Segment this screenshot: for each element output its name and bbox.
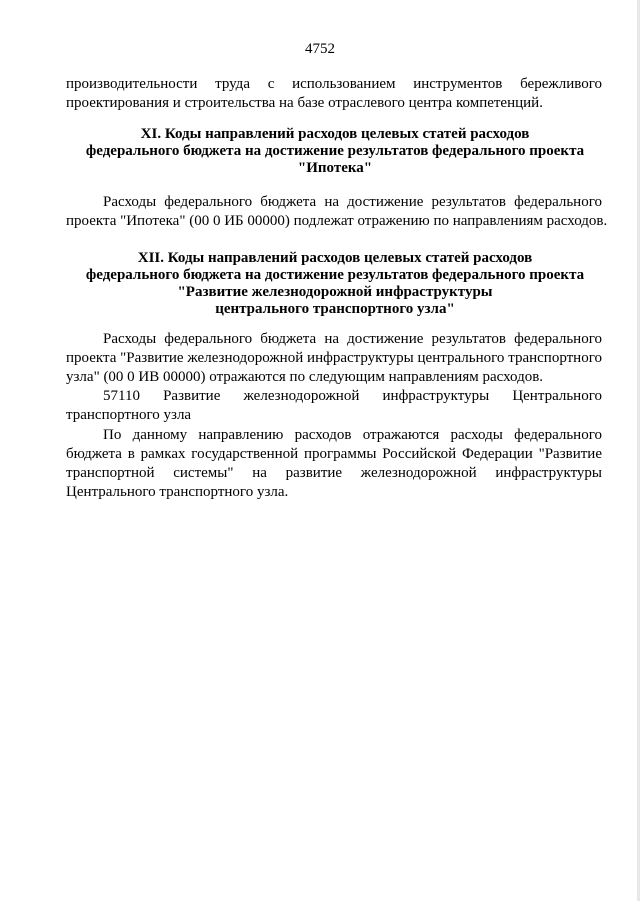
section-xi-paragraph-line-2: проекта "Ипотека" (00 0 ИБ 00000) подлежат отражению по направлениям расходов. (66, 213, 608, 229)
section-xi-paragraph-line-1: Расходы федерального бюджета на достижение результатов федерального (103, 194, 602, 210)
section-xii-intro-line-2: проекта "Развитие железнодорожной инфраструктуры центрального транспортного (66, 350, 602, 366)
heading-line: XI. Коды направлений расходов целевых статей расходов (140, 126, 530, 142)
description-line-4: Центрального транспортного узла. (66, 484, 289, 500)
continuation-line-2: проектирования и строительства на базе отраслевого центра компетенций. (66, 95, 543, 111)
heading-line: федерального бюджета на достижение результатов федерального проекта (85, 267, 585, 283)
code-entry-line-1: 57110 Развитие железнодорожной инфраструктуры Центрального (103, 388, 602, 404)
section-xii-intro-line-1: Расходы федерального бюджета на достижение результатов федерального (103, 331, 602, 347)
code-entry-line-2: транспортного узла (66, 407, 192, 423)
description-line-2: бюджета в рамках государственной программы Российской Федерации "Развитие (66, 446, 602, 462)
heading-line: федерального бюджета на достижение результатов федерального проекта (85, 143, 585, 159)
section-xii-heading (40, 250, 630, 318)
description-line-3: транспортной системы" на развитие железнодорожной инфраструктуры (66, 465, 602, 481)
heading-line: "Развитие железнодорожной инфраструктуры (177, 284, 493, 300)
section-xi-heading (40, 126, 630, 177)
page-number: 4752 (305, 41, 335, 57)
continuation-line-1: производительности труда с использованием инструментов бережливого (66, 76, 602, 92)
section-xii-intro-line-3: узла" (00 0 ИВ 00000) отражаются по следующим направлениям расходов. (66, 369, 544, 385)
heading-line: центрального транспортного узла" (215, 301, 455, 317)
description-line-1: По данному направлению расходов отражаются расходы федерального (103, 427, 602, 443)
heading-line: XII. Коды направлений расходов целевых статей расходов (137, 250, 533, 266)
heading-line: "Ипотека" (297, 160, 373, 176)
